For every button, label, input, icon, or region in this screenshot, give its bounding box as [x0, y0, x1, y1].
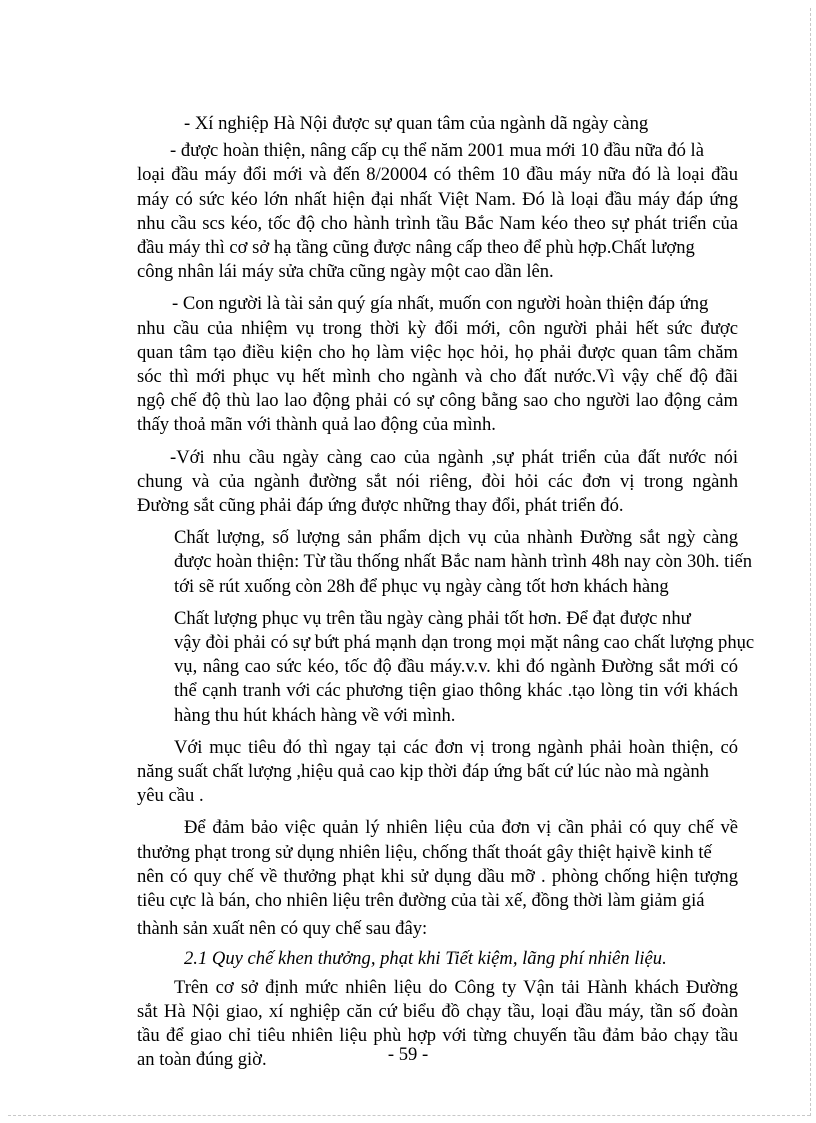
text-line: ngộ chế độ thù lao lao động phải có sự công bằng sao cho người lao động cảm	[137, 390, 738, 412]
page-border-right	[810, 8, 811, 1116]
paragraph-7	[137, 736, 738, 809]
text-line: sóc thì mới phục vụ hết mình cho ngành và cho đất nước.Vì vậy chế độ đãi	[137, 366, 738, 388]
text-line: thưởng phạt trong sử dụng nhiên liệu, chống thất thoát gây thiệt hạivề kinh tế	[137, 841, 712, 863]
text-line: nên có quy chế về thưởng phạt khi sử dụng dầu mỡ . phòng chống hiện tượng	[137, 865, 738, 887]
text-line: Đường sắt cũng phải đáp ứng được những thay đổi, phát triển đó.	[137, 495, 624, 517]
page-number: - 59 -	[387, 1044, 429, 1065]
text-line: công nhân lái máy sửa chữa cũng ngày một cao dần lên.	[137, 261, 554, 283]
text-line: tới sẽ rút xuống còn 28h để phục vụ ngày càng tốt hơn khách hàng	[174, 575, 669, 597]
paragraph-1	[164, 112, 738, 136]
text-line: đầu máy thì cơ sở hạ tầng cũng được nâng cấp theo để phù hợp.Chất lượng	[137, 237, 695, 259]
text-line: Chất lượng, số lượng sản phẩm dịch vụ của nhành Đường sắt ngỳ càng	[174, 527, 738, 549]
text-line: thành sản xuất nên có quy chế sau đây:	[137, 918, 428, 940]
text-line: thấy thoả mãn với thành quả lao động của mình.	[137, 414, 496, 436]
text-line: được hoàn thiện: Từ tầu thống nhất Bắc nam hành trình 48h nay còn 30h. tiến	[174, 551, 753, 573]
paragraph-6	[174, 607, 755, 728]
paragraph-5	[174, 526, 753, 599]
paragraph-8	[137, 816, 738, 941]
text-line: vậy đòi phải có sự bứt phá mạnh dạn trong mọi mặt nâng cao chất lượng phục	[174, 632, 755, 654]
paragraph-3	[137, 292, 738, 437]
text-line: hàng thu hút khách hàng về với mình.	[174, 704, 456, 726]
text-line: - Xí nghiệp Hà Nội được sự quan tâm của ngành dã ngày càng	[184, 113, 649, 134]
text-line: -Với nhu cầu ngày càng cao của ngành ,sự phát triển của đất nước nói	[170, 446, 738, 468]
page-body	[137, 112, 755, 1073]
paragraph-2	[137, 139, 738, 284]
paragraph-4	[137, 446, 738, 519]
text-line: Chất lượng phục vụ trên tầu ngày càng phải tốt hơn. Để đạt được như	[174, 607, 691, 629]
text-line: nhu cầu scs kéo, tốc độ cho hành trình tầu Bắc Nam kéo theo sự phát triển của	[137, 212, 738, 234]
text-line: chung và của ngành đường sắt nói riêng, đòi hỏi các đơn vị trong ngành	[137, 470, 738, 492]
text-line: quan tâm tạo điều kiện cho họ làm việc học hỏi, họ phải được quan tâm chăm	[137, 341, 738, 363]
text-line: Trên cơ sở định mức nhiên liệu do Công ty Vận tải Hành khách Đường	[174, 976, 738, 998]
text-line: an toàn đúng giờ.	[137, 1049, 267, 1071]
subsection-heading	[184, 947, 738, 971]
page-border-bottom	[8, 1115, 810, 1116]
text-line: Với mục tiêu đó thì ngay tại các đơn vị trong ngành phải hoàn thiện, có	[174, 736, 738, 758]
text-line: Để đảm bảo việc quản lý nhiên liệu của đơn vị cần phải có quy chế về	[184, 817, 738, 839]
text-line: nhu cầu của nhiệm vụ trong thời kỳ đổi mới, côn người phải hết sức được	[137, 317, 738, 339]
text-line: thể cạnh tranh với các phương tiện giao thông khác .tạo lòng tin với khách	[174, 680, 738, 702]
text-line: tiêu cực là bán, cho nhiên liệu trên đường của tài xế, đồng thời làm giảm giá	[137, 890, 705, 912]
text-line: - Con người là tài sản quý gía nhất, muốn con người hoàn thiện đáp ứng	[172, 293, 709, 315]
text-line: tầu để giao chỉ tiêu nhiên liệu phù hợp với từng chuyến tầu đảm bảo chạy tầu	[137, 1025, 738, 1047]
text-line: - được hoàn thiện, nâng cấp cụ thể năm 2001 mua mới 10 đầu nữa đó là	[170, 140, 704, 162]
text-line: sắt Hà Nội giao, xí nghiệp căn cứ biểu đồ chạy tầu, loại đầu máy, tần số đoàn	[137, 1000, 738, 1022]
subheading-line: 2.1 Quy chế khen thưởng, phạt khi Tiết kiệm, lãng phí nhiên liệu.	[184, 947, 667, 969]
text-line: loại đầu máy đổi mới và đến 8/20004 có thêm 10 đầu máy nữa đó là loại đầu	[137, 164, 738, 186]
text-line: máy có sức kéo lớn nhất hiện đại nhất Việt Nam. Đó là loại đầu máy đáp ứng	[137, 188, 738, 210]
text-line: vụ, nâng cao sức kéo, tốc độ đầu máy.v.v. khi đó ngành Đường sắt mới có	[174, 656, 738, 678]
text-line: yêu cầu .	[137, 785, 204, 807]
text-line: năng suất chất lượng ,hiệu quả cao kịp thời đáp ứng bất cứ lúc nào mà ngành	[137, 761, 709, 783]
